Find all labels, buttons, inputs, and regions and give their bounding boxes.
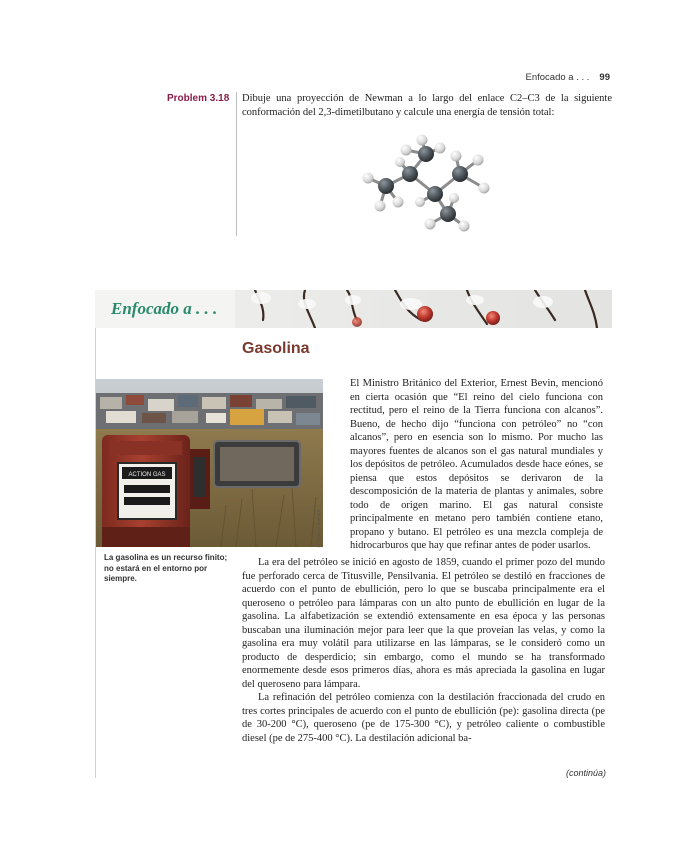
problem-divider [236,92,237,236]
running-head-title: Enfocado a . . . [525,72,590,83]
problem-text: Dibuje una proyección de Newman a lo largo del enlace C2–C3 de la siguiente conformación del 2,3-dimetilbutano y calcule una energía de tensión total: [242,93,612,118]
problem-label: Problem 3.18 [167,93,230,104]
paragraph-3: La refinación del petróleo comienza con la destilación fraccionada del crudo en tres cortes principales de acuerdo con el punto de ebullición (pe): gasolina directa (pe de 30-200 °C), queroseno (pe de 175-300 °C), y petróleo caliente o combustible diesel (pe de 275-400 °C). La destilación adicional ba- [242,692,605,744]
section-header [95,290,235,328]
article-title: Gasolina [242,340,310,357]
intro-paragraph [350,377,603,553]
section-header-text: Enfocado a . . . [111,299,218,318]
molecule-illustration [358,132,498,234]
frosted-berries-photo [235,290,612,328]
paragraph-2: La era del petróleo se inició en agosto de 1859, cuando el primer pozo del mundo fue perforado cerca de Titusville, Pensilvania. El petróleo se destiló en fracciones de acuerdo con el punto de ebullición, pero lo que se buscaba principalmente era el queroseno o petróleo para lámparas con un alto punto de ebullición en lugar de la gasolina. La alfabetización se extendió extensamente en esa época y las personas buscaban una iluminación mejor para leer que la que proveían las velas, y como la gasolina era muy volátil para utilizarse en las lámparas, se le consideró como un producto de desperdicio; sin embargo, como el mundo se ha transformado enormemente desde esos primeros días, ahora es más apreciada la gasolina en lugar del queroseno para lámpara. [242,557,605,690]
continued-label: (continúa) [565,768,606,778]
body-text [242,556,605,745]
paragraph-1: El Ministro Británico del Exterior, Ernest Bevin, mencionó en cierta ocasión que “El reino del cielo funciona con rectitud, pero el reino de la Tierra funciona con alcanos”. Bueno, de hecho dijo “funciona con petróleo” no “con alcanos”, pero en esencia son lo mismo. Por mucho las mayores fuentes de alcanos son el gas natural mundiales y los depósitos de petróleo. Acumulados desde hace eónes, se piensa que estos depósitos se derivaron de la descomposición de la materia de plantas y animales, sobre todo de origen marino. El gas natural consiste principalmente en metano pero también contiene etano, propano y butano. El petróleo es una mezcla compleja de hidrocarburos que hay que refinar antes de poder usarlos. [350,378,603,551]
figure-caption: La gasolina es un recurso finito; no estará en el entorno por siempre. [104,553,228,583]
gas-pump-photo [96,379,323,547]
photo-credit: © Sascha Burkard [316,509,321,548]
page-number: 99 [599,72,610,83]
running-head [400,72,610,86]
pump-label: ACTION GAS [128,472,166,478]
